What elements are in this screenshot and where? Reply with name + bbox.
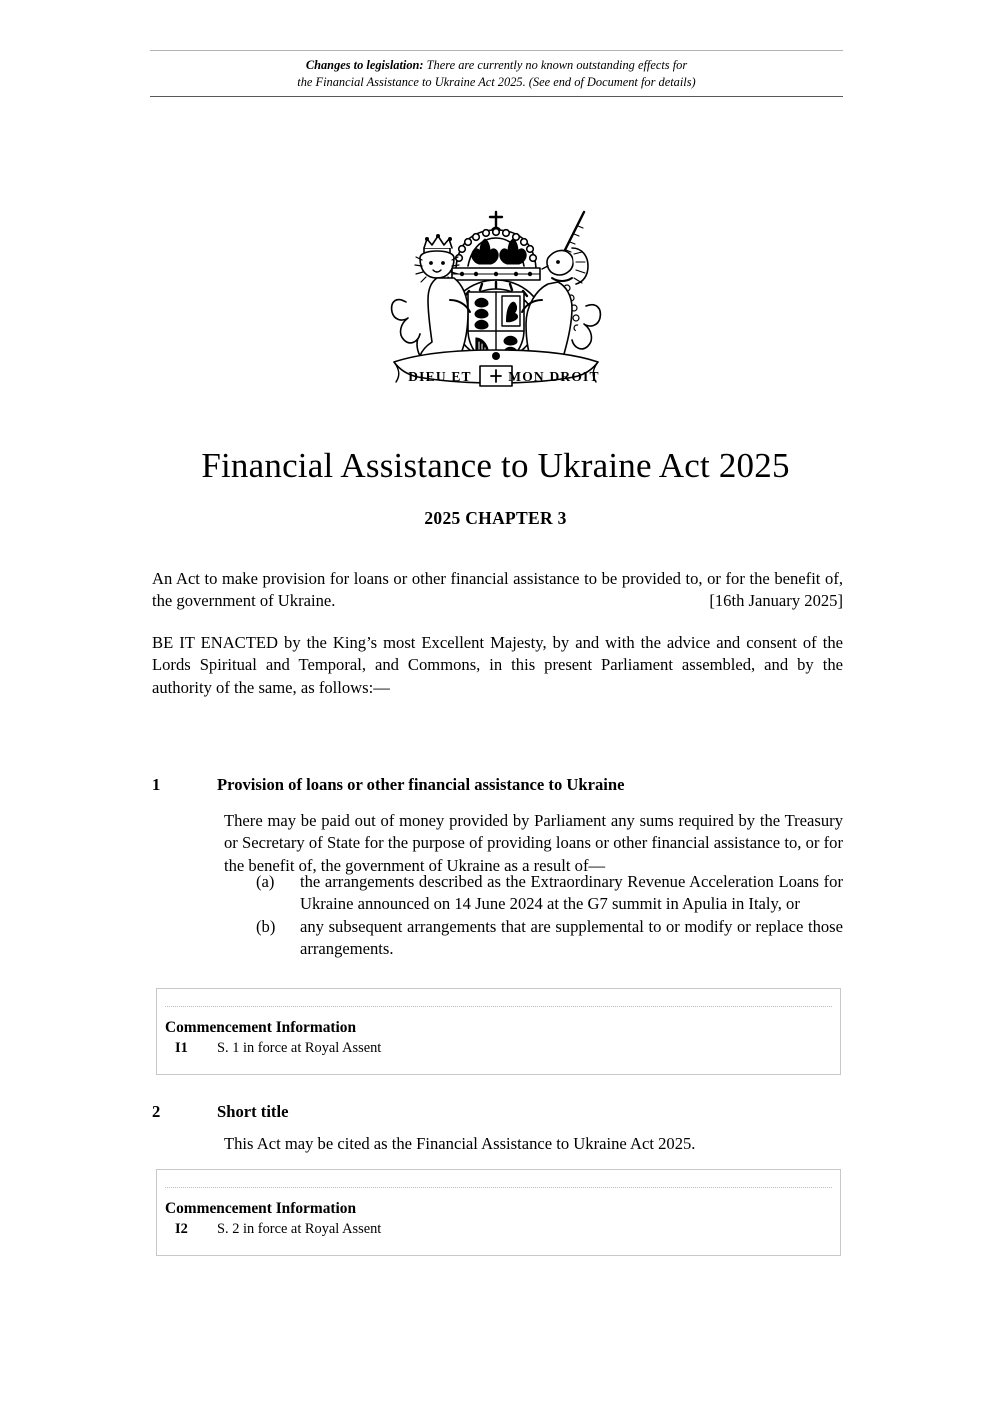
- commencement-information-box-1: [156, 988, 841, 1075]
- svg-text:MON DROIT: MON DROIT: [507, 369, 600, 384]
- paragraph-text-b: any subsequent arrangements that are supplemental to or modify or replace those arrangements.: [300, 916, 843, 959]
- chapter-number: 2025 CHAPTER 3: [424, 508, 567, 528]
- list-item: [242, 916, 843, 961]
- section-2-body: [152, 1133, 843, 1155]
- commencement-title-2: Commencement Information: [165, 1200, 357, 1217]
- section-1-body: [152, 810, 843, 877]
- long-title-text: [152, 568, 843, 613]
- header-line-1: [150, 57, 843, 74]
- commencement-title-1: Commencement Information: [165, 1019, 357, 1036]
- section-2-heading-text: Short title: [217, 1102, 289, 1121]
- royal-coat-of-arms-icon: [376, 206, 616, 402]
- changes-to-legislation-header: [150, 50, 843, 97]
- enacting-rest: by the King’s most Excellent Majesty, by and with the advice and consent of the Lords Spiritual and Temporal, and Commons, in this present Parliament assembled, and by the authority of the same, as follows:—: [152, 633, 843, 697]
- section-1-heading: [152, 774, 843, 796]
- section-2-body-text: This Act may be cited as the Financial Assistance to Ukraine Act 2025.: [224, 1134, 696, 1153]
- commencement-text-i1: S. 1 in force at Royal Assent: [217, 1040, 382, 1057]
- enacting-formula-block: [152, 632, 843, 699]
- commencement-ref-i1: I1: [175, 1040, 188, 1057]
- paragraph-label-b: (b): [256, 916, 276, 936]
- paragraph-text-a: the arrangements described as the Extraordinary Revenue Acceleration Loans for Ukraine announced on 14 June 2024 at the G7 summit in Apulia in Italy, or: [300, 872, 843, 914]
- header-line-2: the Financial Assistance to Ukraine Act 2025. (See end of Document for details): [297, 75, 696, 90]
- box-dotted-rule: [165, 1006, 832, 1007]
- long-title-sentence: An Act to make provision for loans or other financial assistance to be provided to, or for the benefit of, the government of Ukraine.: [152, 569, 843, 611]
- commencement-ref-i2: I2: [175, 1221, 188, 1238]
- commencement-information-box-2: [156, 1169, 841, 1256]
- header-line-1-rest: There are currently no known outstanding effects for: [423, 58, 688, 72]
- enacting-small-caps: E IT ENACTED: [163, 633, 279, 652]
- long-title-block: [152, 568, 843, 613]
- act-title: Financial Assistance to Ukraine Act 2025: [201, 446, 790, 486]
- section-1-heading-text: Provision of loans or other financial assistance to Ukraine: [217, 775, 625, 794]
- commencement-row-1: [165, 1039, 840, 1058]
- royal-coat-of-arms: [0, 206, 991, 407]
- section-1-paragraph-list: [152, 871, 843, 961]
- lettered-list: [242, 871, 843, 961]
- paragraph-label-a: (a): [256, 872, 275, 891]
- section-1-number: 1: [152, 775, 161, 794]
- box-dotted-rule: [165, 1187, 832, 1188]
- commencement-text-i2: S. 2 in force at Royal Assent: [217, 1221, 382, 1238]
- royal-assent-date: [16th January 2025]: [709, 591, 843, 611]
- enacting-lead-capital: B: [152, 633, 164, 652]
- enacting-formula-text: [152, 632, 843, 699]
- section-2-heading: [152, 1101, 843, 1123]
- section-2-number: 2: [152, 1102, 161, 1121]
- section-1-body-text: There may be paid out of money provided by Parliament any sums required by the Treasury or Secretary of State for the purpose of providing loans or other financial assistance to, or for the benefit of, the government of Ukraine as a result of—: [224, 811, 843, 875]
- svg-text:DIEU ET: DIEU ET: [407, 369, 472, 384]
- header-label-bold: Changes to legislation:: [305, 58, 424, 72]
- commencement-row-2: [165, 1220, 840, 1239]
- list-item: [242, 871, 843, 916]
